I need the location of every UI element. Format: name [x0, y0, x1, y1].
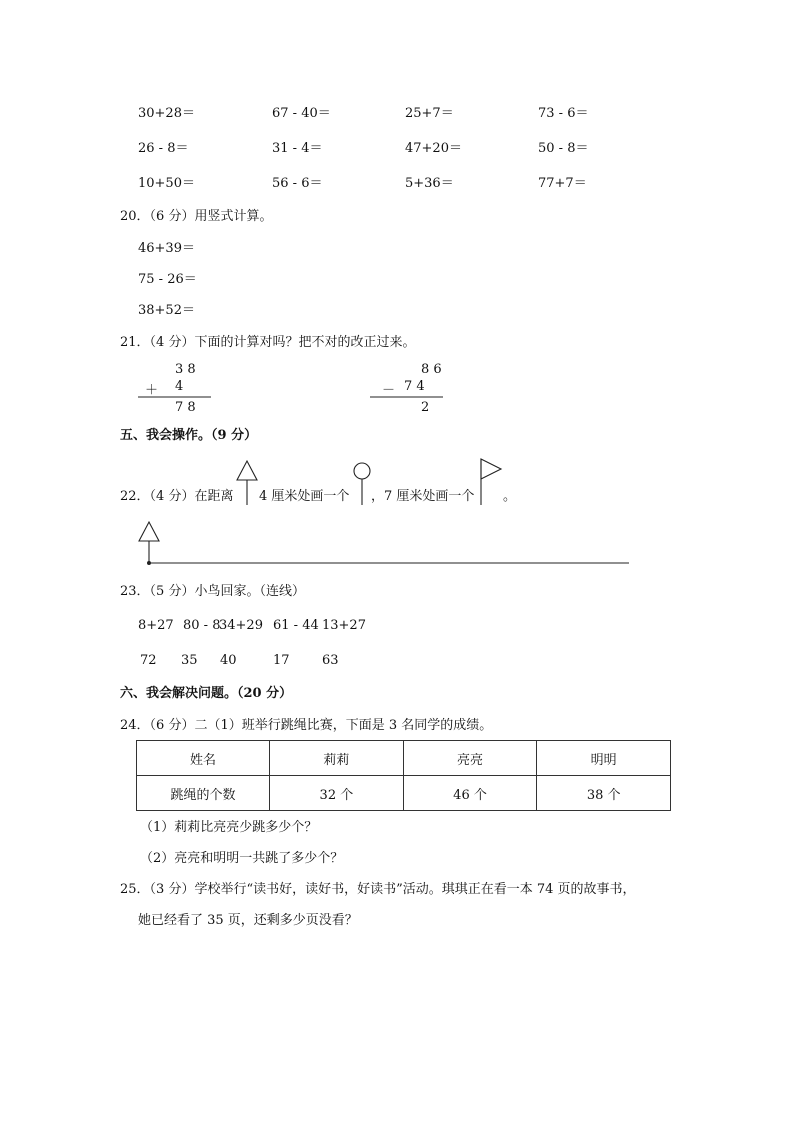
oral-calc-item: 50 - 8＝: [538, 141, 589, 156]
table-header-cell: 明明: [537, 741, 671, 776]
vertical-calc-1: [138, 360, 213, 420]
calc2-result: 2: [421, 400, 430, 415]
table-header-cell: 亮亮: [403, 741, 537, 776]
table-header-row: [137, 741, 671, 776]
table-row: [137, 776, 671, 811]
oral-calc-item: 47+20＝: [405, 141, 462, 156]
calc1-result: 7 8: [175, 400, 196, 415]
table-cell: 38 个: [537, 776, 671, 811]
oral-calc-item: 77+7＝: [538, 176, 587, 191]
table-header-cell: 姓名: [137, 741, 270, 776]
table-cell: 跳绳的个数: [137, 776, 270, 811]
q25-line2: 她已经看了 35 页，还剩多少页没看？: [138, 913, 358, 928]
section6-title: 六、我会解决问题。（20 分）: [120, 686, 293, 701]
house-answer: 72: [140, 653, 157, 668]
q21-title: 21．（4 分）下面的计算对吗？把不对的改正过来。: [120, 335, 416, 350]
triangle-flag-icon: [236, 460, 260, 506]
house-answer: 40: [220, 653, 237, 668]
q20-item: 75 - 26＝: [138, 272, 197, 287]
q24-sub1: （1）莉莉比亮亮少跳多少个？: [140, 820, 318, 835]
house-answer: 17: [273, 653, 290, 668]
oral-calc-item: 5+36＝: [405, 176, 454, 191]
calc1-bottom: 4: [175, 379, 184, 394]
house-answer: 35: [181, 653, 198, 668]
oral-calc-item: 30+28＝: [138, 106, 195, 121]
q24-sub2: （2）亮亮和明明一共跳了多少个？: [140, 851, 344, 866]
q20-item: 38+52＝: [138, 303, 195, 318]
q23-title: 23．（5 分）小鸟回家。（连线）: [120, 584, 305, 599]
oral-calc-item: 10+50＝: [138, 176, 195, 191]
q20-title: 20．（6 分）用竖式计算。: [120, 209, 273, 224]
table-header-cell: 莉莉: [270, 741, 404, 776]
table-cell: 32 个: [270, 776, 404, 811]
section5-title: 五、我会操作。（9 分）: [120, 428, 258, 443]
house-answer: 63: [322, 653, 339, 668]
q20-item: 46+39＝: [138, 241, 195, 256]
distance-line: [136, 520, 632, 568]
calc1-line: [138, 396, 212, 398]
calc1-top: 3 8: [175, 362, 196, 377]
oral-calc-item: 67 - 40＝: [272, 106, 331, 121]
oral-calc-item: 31 - 4＝: [272, 141, 323, 156]
calc2-bottom: 7 4: [404, 379, 425, 394]
bird-expression: 13+27: [322, 618, 366, 633]
calc2-top: 8 6: [421, 362, 442, 377]
oral-calc-item: 26 - 8＝: [138, 141, 189, 156]
table-cell: 46 个: [403, 776, 537, 811]
bird-expression: 34+29: [219, 618, 263, 633]
calc1-op: ＋: [145, 383, 159, 398]
q22-end: 。: [503, 489, 517, 504]
q24-title: 24．（6 分）二（1）班举行跳绳比赛，下面是 3 名同学的成绩。: [120, 718, 493, 733]
flag-icon: [478, 458, 504, 506]
bird-expression: 61 - 44: [273, 618, 319, 633]
vertical-calc-2: [370, 360, 445, 420]
calc2-op: －: [382, 383, 396, 398]
q22-prefix: 22．（4 分）在距离: [120, 489, 234, 504]
q25-line1: 25．（3 分）学校举行“读书好，读好书，好读书”活动。琪琪正在看一本 74 页的故事书，: [120, 882, 636, 897]
oral-calc-item: 25+7＝: [405, 106, 454, 121]
score-table: [136, 740, 671, 811]
calc2-line: [370, 396, 444, 398]
oral-calc-item: 73 - 6＝: [538, 106, 589, 121]
oral-calc-item: 56 - 6＝: [272, 176, 323, 191]
q22-middle: 4 厘米处画一个: [259, 489, 350, 504]
q22-middle2: ，7 厘米处画一个: [371, 489, 475, 504]
bird-expression: 8+27: [138, 618, 174, 633]
bird-expression: 80 - 8: [183, 618, 221, 633]
